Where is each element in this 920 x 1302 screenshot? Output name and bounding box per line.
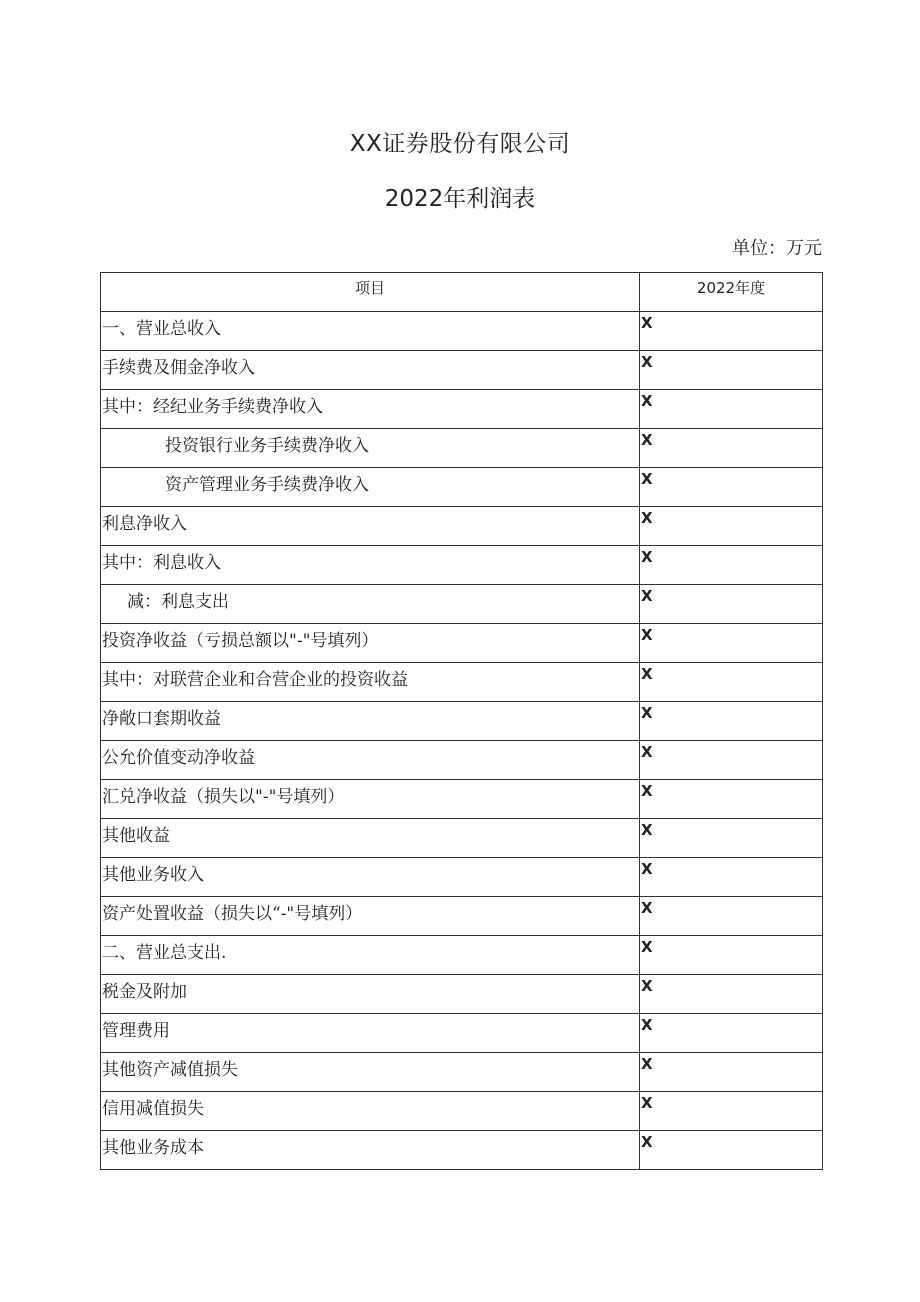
row-item-label: 一、营业总收入 (101, 312, 640, 351)
row-value-cell (640, 858, 823, 897)
row-item-label: 其他业务成本 (101, 1131, 640, 1170)
row-item-label: 资产处置收益（损失以“-"号填列） (101, 897, 640, 936)
report-title: 2022年利润表 (384, 186, 536, 212)
row-value: X (641, 1055, 653, 1073)
table-row (101, 624, 823, 663)
column-header-year: 2022年度 (640, 273, 823, 312)
row-item-label: 投资银行业务手续费净收入 (101, 429, 640, 468)
row-item-label: 管理费用 (101, 1014, 640, 1053)
row-item-label: 信用减值损失 (101, 1092, 640, 1131)
row-value: X (641, 587, 653, 605)
row-value: X (641, 626, 653, 644)
row-item-label: 税金及附加 (101, 975, 640, 1014)
row-value: X (641, 743, 653, 761)
income-statement-table (100, 272, 823, 1170)
table-header-row (101, 273, 823, 312)
row-item-label: 投资净收益（亏损总额以"-"号填列） (101, 624, 640, 663)
row-item-label: 汇兑净收益（损失以"-"号填列） (101, 780, 640, 819)
row-value-cell (640, 507, 823, 546)
table-row (101, 312, 823, 351)
table-row (101, 1092, 823, 1131)
row-value: X (641, 665, 653, 683)
table-body (101, 312, 823, 1170)
row-item-label: 资产管理业务手续费净收入 (101, 468, 640, 507)
table-row (101, 507, 823, 546)
row-value-cell (640, 351, 823, 390)
row-value: X (641, 431, 653, 449)
row-value-cell (640, 429, 823, 468)
row-value: X (641, 1133, 653, 1151)
company-title: XX证券股份有限公司 (349, 131, 571, 157)
row-value: X (641, 899, 653, 917)
table-row (101, 819, 823, 858)
row-value: X (641, 977, 653, 995)
unit-label: 单位：万元 (732, 238, 822, 259)
row-value-cell (640, 819, 823, 858)
row-value: X (641, 548, 653, 566)
row-value: X (641, 1094, 653, 1112)
row-value-cell (640, 624, 823, 663)
table-row (101, 1014, 823, 1053)
row-value: X (641, 821, 653, 839)
row-value: X (641, 782, 653, 800)
row-value-cell (640, 1092, 823, 1131)
table-row (101, 975, 823, 1014)
row-item-label: 其他收益 (101, 819, 640, 858)
table-row (101, 585, 823, 624)
row-value-cell (640, 897, 823, 936)
row-value: X (641, 509, 653, 527)
row-item-label: 手续费及佣金净收入 (101, 351, 640, 390)
row-item-label: 利息净收入 (101, 507, 640, 546)
row-value: X (641, 704, 653, 722)
table-row (101, 546, 823, 585)
table-row (101, 663, 823, 702)
table-row (101, 858, 823, 897)
row-item-label: 公允价值变动净收益 (101, 741, 640, 780)
row-value-cell (640, 936, 823, 975)
row-value: X (641, 938, 653, 956)
row-item-label: 二、营业总支出. (101, 936, 640, 975)
row-value-cell (640, 312, 823, 351)
row-item-label: 其他资产减值损失 (101, 1053, 640, 1092)
row-item-label: 其中：对联营企业和合营企业的投资收益 (101, 663, 640, 702)
row-item-label: 其中：利息收入 (101, 546, 640, 585)
table-row (101, 741, 823, 780)
row-item-label: 其他业务收入 (101, 858, 640, 897)
column-header-item: 项目 (101, 273, 640, 312)
row-item-label: 其中：经纪业务手续费净收入 (101, 390, 640, 429)
table-row (101, 1053, 823, 1092)
row-value: X (641, 470, 653, 488)
row-value-cell (640, 1014, 823, 1053)
row-value-cell (640, 1131, 823, 1170)
row-value-cell (640, 702, 823, 741)
row-value-cell (640, 741, 823, 780)
row-value-cell (640, 585, 823, 624)
row-value-cell (640, 780, 823, 819)
row-value-cell (640, 663, 823, 702)
row-item-label: 净敞口套期收益 (101, 702, 640, 741)
row-item-label: 减：利息支出 (101, 585, 640, 624)
row-value: X (641, 860, 653, 878)
row-value: X (641, 314, 653, 332)
table-row (101, 702, 823, 741)
row-value-cell (640, 546, 823, 585)
row-value: X (641, 392, 653, 410)
row-value-cell (640, 468, 823, 507)
row-value-cell (640, 1053, 823, 1092)
table-row (101, 780, 823, 819)
table-row (101, 468, 823, 507)
row-value-cell (640, 975, 823, 1014)
table-row (101, 351, 823, 390)
table-row (101, 1131, 823, 1170)
row-value: X (641, 1016, 653, 1034)
row-value: X (641, 353, 653, 371)
table-row (101, 936, 823, 975)
table-row (101, 429, 823, 468)
table-row (101, 897, 823, 936)
table-row (101, 390, 823, 429)
row-value-cell (640, 390, 823, 429)
